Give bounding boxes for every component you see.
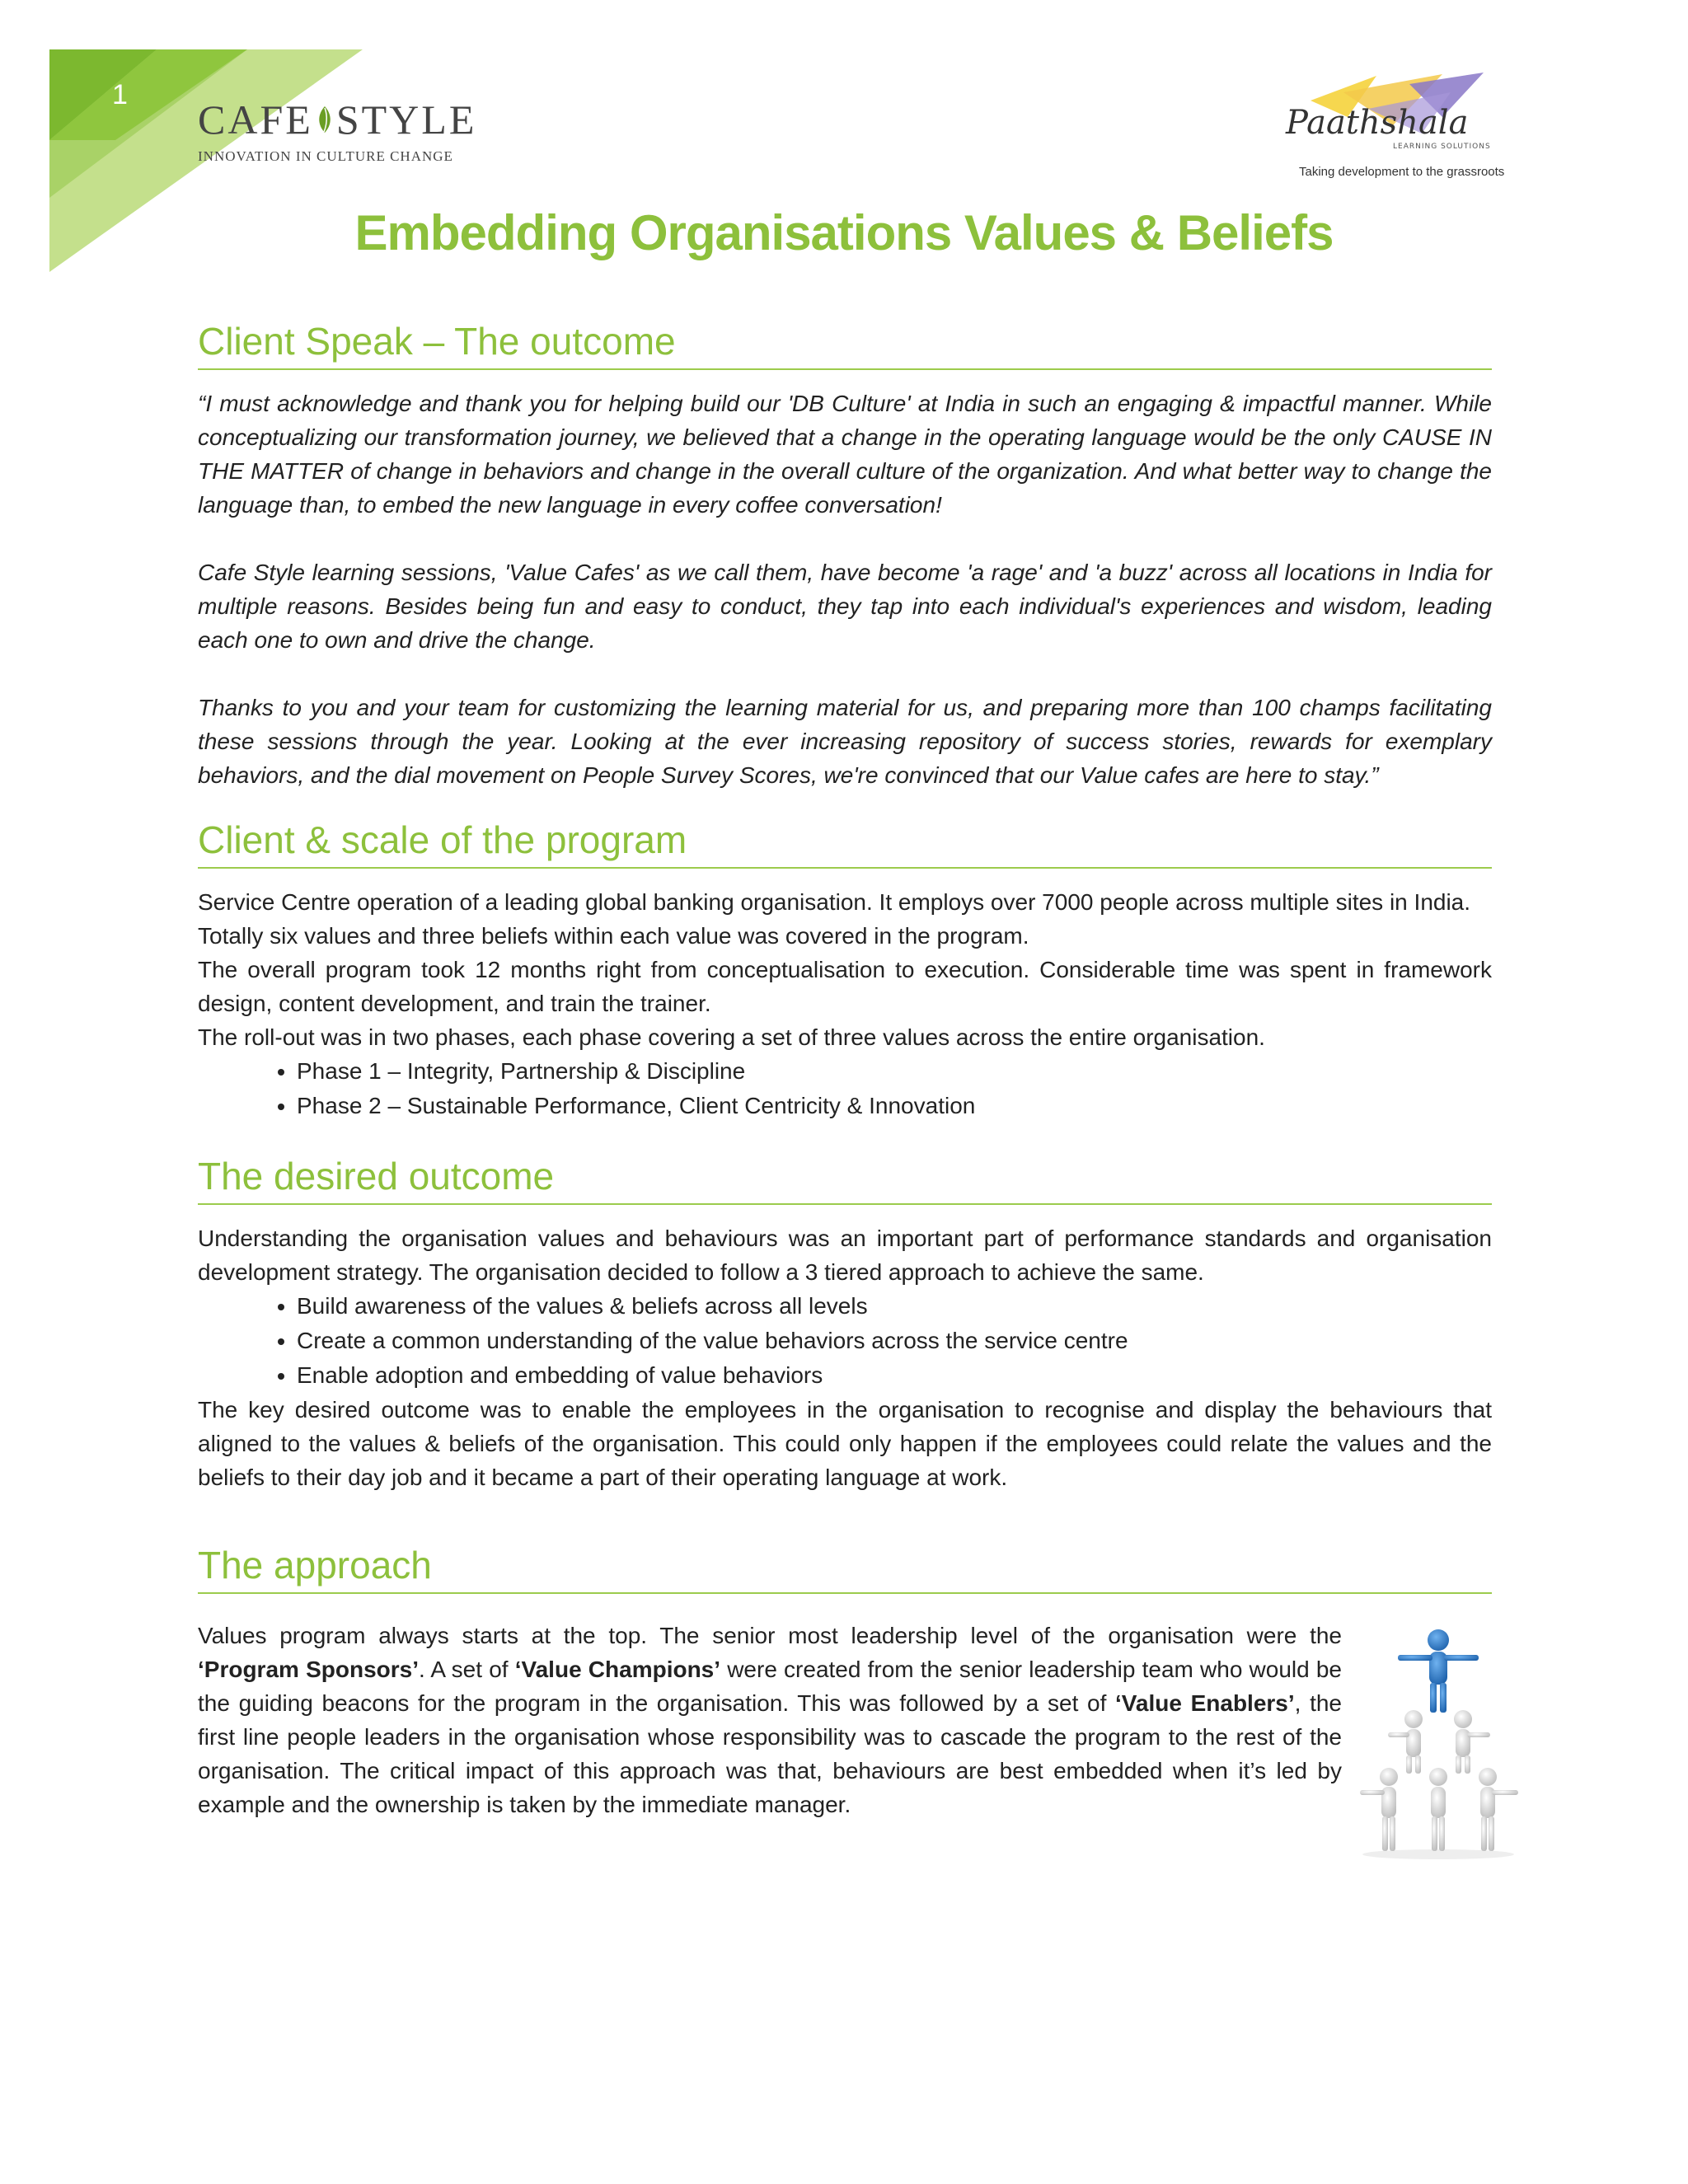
cafe-style-logo — [198, 96, 477, 165]
list-item: • Phase 1 – Integrity, Partnership & Discipline — [297, 1054, 1492, 1089]
section-client-scale — [198, 818, 1492, 1123]
body-paragraph: The key desired outcome was to enable the employees in the organisation to recognise and display the behaviours that aligned to the values & beliefs of the organisation. This could only happen if the employees could relate the values and the beliefs to their day job and it became a part of their operating language at work. — [198, 1396, 1492, 1490]
document-body — [198, 320, 1492, 1821]
cafe-logo-word-right: STYLE — [335, 96, 477, 143]
human-pyramid-icon — [1352, 1622, 1525, 1861]
list-item: • Enable adoption and embedding of value behaviors — [297, 1358, 1492, 1393]
phase-list — [198, 1054, 1492, 1123]
coffee-leaf-icon — [316, 105, 333, 134]
body-paragraph: Totally six values and three beliefs within each value was covered in the program. — [198, 922, 1029, 949]
list-item: • Create a common understanding of the value behaviors across the service centre — [297, 1324, 1492, 1358]
page-title: Embedding Organisations Values & Beliefs — [354, 205, 1334, 260]
paathshala-tagline: Taking development to the grassroots — [1299, 165, 1505, 179]
body-paragraph: The roll-out was in two phases, each phase covering a set of three values across the entire organisation. — [198, 1024, 1265, 1050]
section-desired-outcome — [198, 1155, 1492, 1494]
cafe-logo-word-left: CAFE — [198, 96, 313, 143]
outcome-list — [198, 1289, 1492, 1393]
cafe-logo-tagline: INNOVATION IN CULTURE CHANGE — [198, 148, 453, 164]
body-paragraph: Understanding the organisation values and behaviours was an important part of performance standards and organisation development strategy. The organisation decided to follow a 3 tiered approach to achieve the same. — [198, 1225, 1492, 1285]
body-paragraph: Service Centre operation of a leading global banking organisation. It employs over 7000 people across multiple sites in India. — [198, 888, 1471, 915]
list-item: • Build awareness of the values & beliefs across all levels — [297, 1289, 1492, 1324]
svg-text:LEARNING SOLUTIONS: LEARNING SOLUTIONS — [1393, 143, 1491, 151]
section-heading-client-scale: Client & scale of the program — [198, 818, 1492, 869]
approach-paragraph: Values program always starts at the top. The senior most leadership level of the organisation were the ‘Program Sponsors’. A set of ‘Value Champions’ were created from the senior leadership team who would be the guiding beacons for the program in the organisation. This was followed by a set of ‘Value Enablers’, the first line people leaders in the organisation whose responsibility was to cascade the program to the rest of the organisation. The critical impact of this approach was that, behaviours are best embedded when it’s led by example and the ownership is taken by the immediate manager. — [198, 1622, 1343, 1817]
section-heading-client-speak: Client Speak – The outcome — [198, 320, 1492, 370]
page-number: 1 — [112, 79, 128, 110]
quote-paragraph: Thanks to you and your team for customizing the learning material for us, and preparing more than 100 champs facilitating these sessions through the year. Looking at the ever increasing repository of success stories, rewards for exemplary behaviors, and the dial movement on People Survey Scores, we're convinced that our Value cafes are here to stay.” — [198, 694, 1492, 788]
body-paragraph: The overall program took 12 months right from conceptualisation to execution. Considerable time was spent in framework design, content development, and train the trainer. — [198, 956, 1492, 1016]
section-heading-desired-outcome: The desired outcome — [198, 1155, 1492, 1205]
section-heading-approach: The approach — [198, 1544, 1492, 1594]
svg-text:Paathshala: Paathshala — [1286, 104, 1469, 142]
section-client-speak — [198, 320, 1492, 792]
quote-paragraph: “I must acknowledge and thank you for helping build our 'DB Culture' at India in such an engaging & impactful manner. While conceptualizing our transformation journey, we believed that a change in the operating language would be the only CAUSE IN THE MATTER of change in behaviors and change in the overall culture of the organization. And what better way to change the language than, to embed the new language in every coffee conversation! — [198, 390, 1492, 518]
section-approach — [198, 1544, 1492, 1821]
list-item: • Phase 2 – Sustainable Performance, Client Centricity & Innovation — [297, 1089, 1492, 1123]
quote-paragraph: Cafe Style learning sessions, 'Value Cafes' as we call them, have become 'a rage' and 'a buzz' across all locations in India for multiple reasons. Besides being fun and easy to conduct, they tap into each individual's experiences and wisdom, leading each one to own and drive the change. — [198, 559, 1492, 653]
client-quote — [198, 387, 1492, 792]
